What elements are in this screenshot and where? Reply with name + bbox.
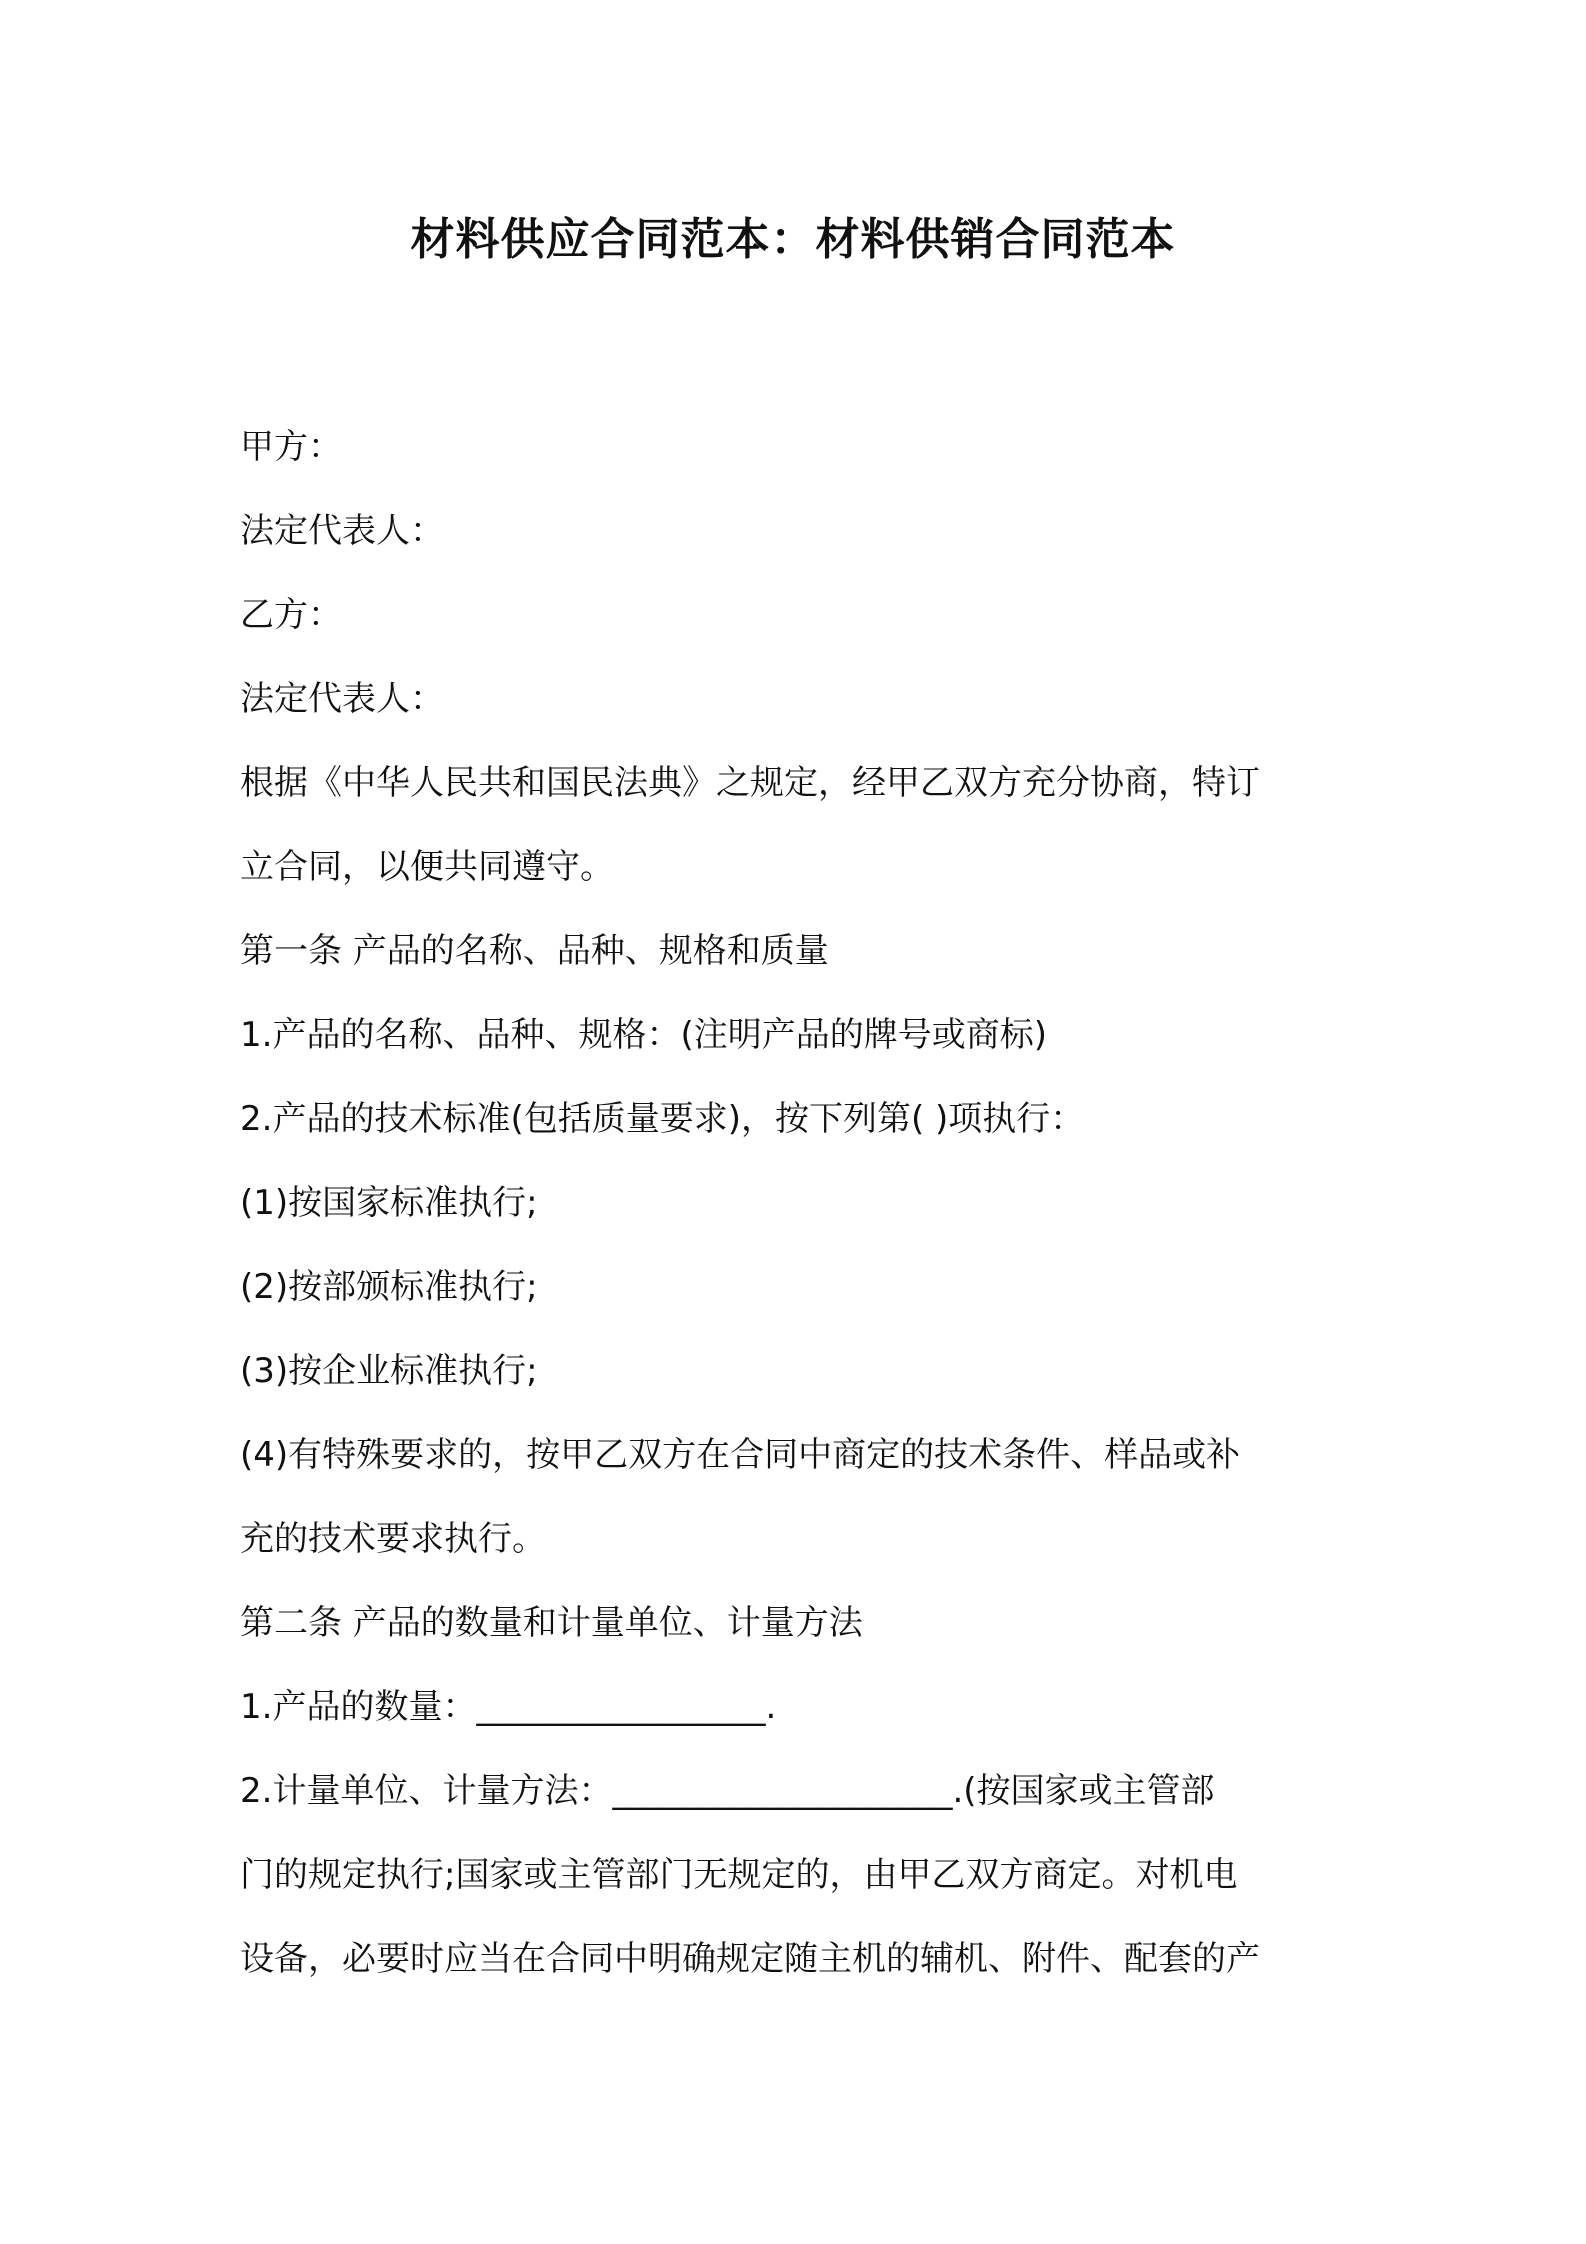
standard-option-3: (3)按企业标准执行;: [240, 1351, 538, 1391]
article-2-item-1: 1.产品的数量：_________________.: [240, 1687, 777, 1727]
article-2-heading: 第二条 产品的数量和计量单位、计量方法: [240, 1603, 863, 1643]
document-body: [240, 405, 1350, 2001]
standard-option-4-line-2: 充的技术要求执行。: [240, 1519, 546, 1559]
article-2-item-2-line-1: 2.计量单位、计量方法：____________________.(按国家或主管部: [240, 1771, 1215, 1811]
article-1-item-1: 1.产品的名称、品种、规格：(注明产品的牌号或商标): [240, 1015, 1047, 1055]
preamble-line-2: 立合同，以便共同遵守。: [240, 847, 614, 887]
party-b-representative-line: 法定代表人：: [240, 679, 444, 719]
standard-option-4-line-1: (4)有特殊要求的，按甲乙双方在合同中商定的技术条件、样品或补: [240, 1435, 1241, 1475]
document-title: 材料供应合同范本：材料供销合同范本: [410, 214, 1176, 265]
preamble-line-1: 根据《中华人民共和国民法典》之规定，经甲乙双方充分协商，特订: [240, 763, 1260, 803]
party-b-line: 乙方：: [240, 595, 342, 635]
standard-option-2: (2)按部颁标准执行;: [240, 1267, 538, 1307]
party-a-representative-line: 法定代表人：: [240, 511, 444, 551]
article-1-item-2: 2.产品的技术标准(包括质量要求)，按下列第( )项执行：: [240, 1099, 1085, 1139]
standard-option-1: (1)按国家标准执行;: [240, 1183, 538, 1223]
party-a-line: 甲方：: [240, 427, 342, 467]
article-2-item-2-line-2: 门的规定执行;国家或主管部门无规定的，由甲乙双方商定。对机电: [240, 1855, 1238, 1895]
article-1-heading: 第一条 产品的名称、品种、规格和质量: [240, 931, 829, 971]
article-2-item-2-line-3: 设备，必要时应当在合同中明确规定随主机的辅机、附件、配套的产: [240, 1939, 1260, 1979]
